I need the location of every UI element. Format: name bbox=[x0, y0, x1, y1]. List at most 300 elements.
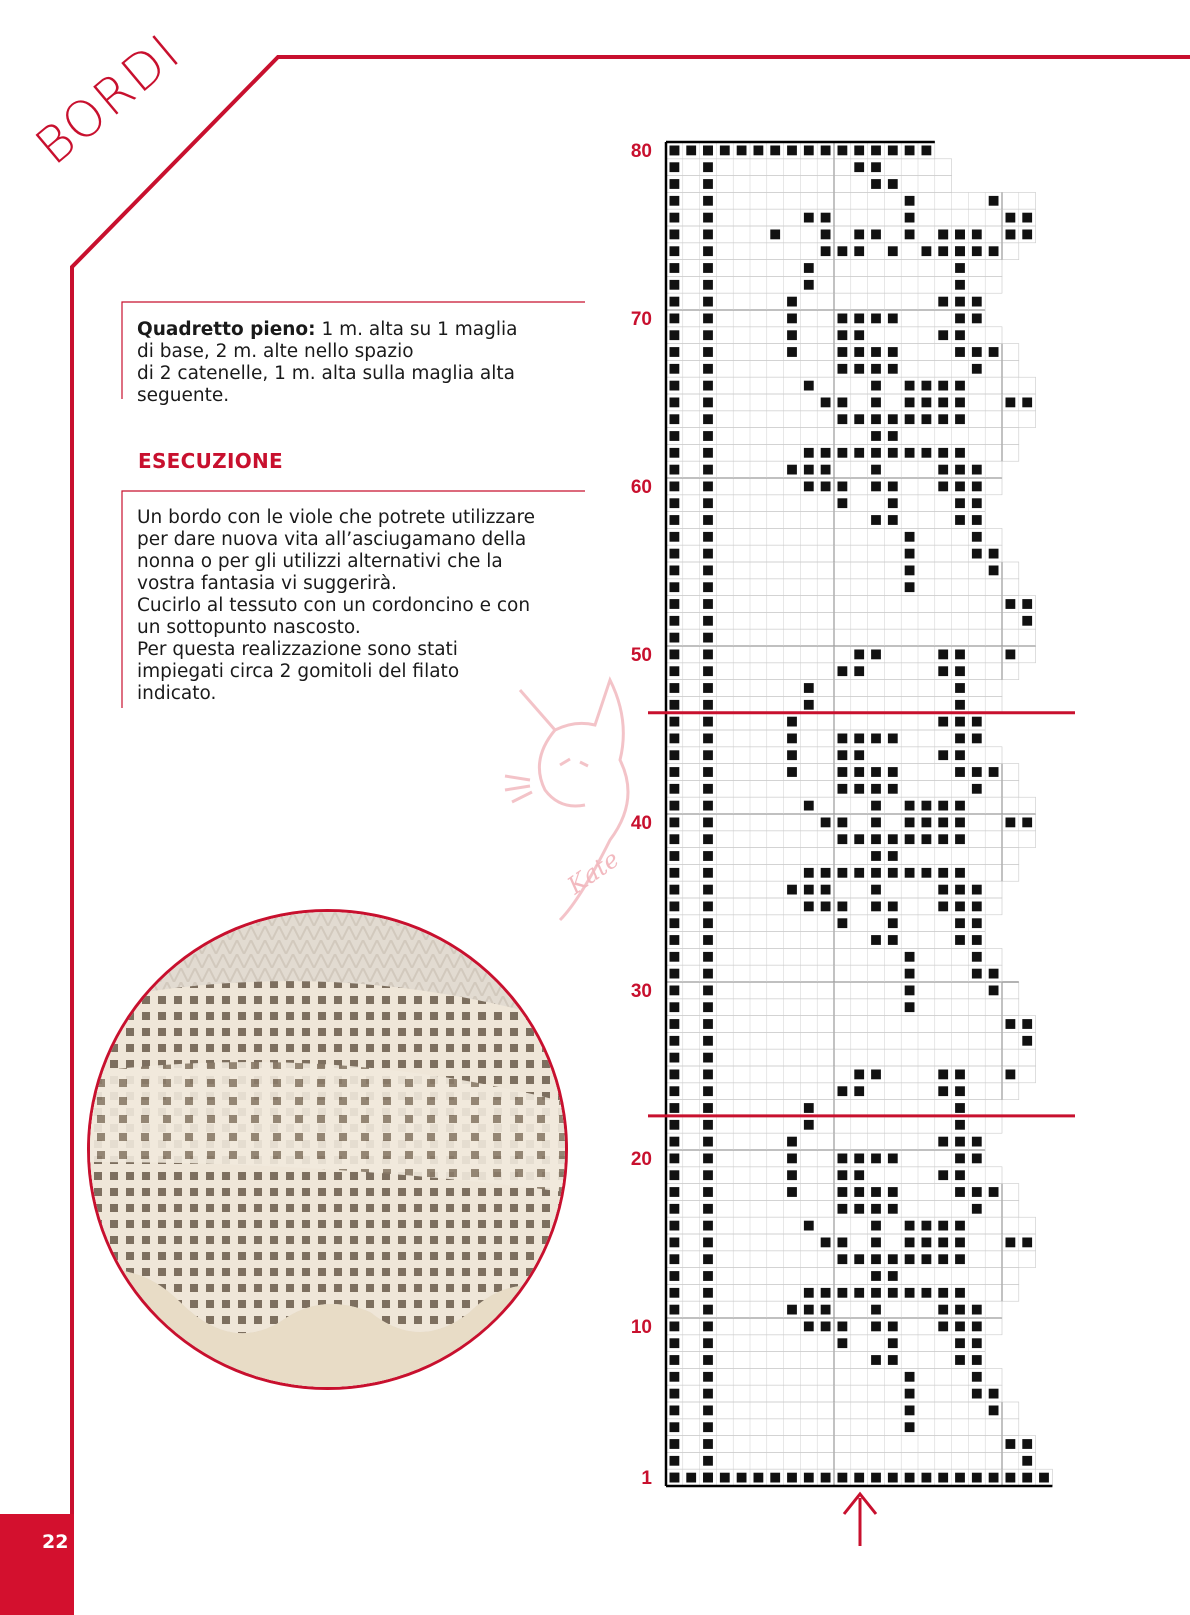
chart-row-58 bbox=[666, 512, 985, 529]
filled-square bbox=[955, 515, 965, 525]
filled-square bbox=[703, 969, 713, 979]
filled-square bbox=[1006, 1439, 1016, 1449]
filled-square bbox=[938, 465, 948, 475]
filled-square bbox=[905, 549, 915, 559]
filled-square bbox=[703, 1238, 713, 1248]
filled-square bbox=[955, 1338, 965, 1348]
filled-square bbox=[888, 767, 898, 777]
filled-square bbox=[703, 162, 713, 172]
filled-square bbox=[938, 801, 948, 811]
filled-square bbox=[838, 666, 848, 676]
filled-square bbox=[804, 213, 814, 223]
filled-square bbox=[922, 834, 932, 844]
filled-square bbox=[955, 1120, 965, 1130]
filled-square bbox=[938, 1221, 948, 1231]
filled-square bbox=[703, 566, 713, 576]
filled-square bbox=[838, 918, 848, 928]
filled-square bbox=[1006, 1473, 1016, 1483]
filled-square bbox=[670, 851, 680, 861]
filled-square bbox=[955, 734, 965, 744]
filled-square bbox=[804, 448, 814, 458]
filled-square bbox=[670, 431, 680, 441]
filled-square bbox=[703, 532, 713, 542]
chart-row-34 bbox=[666, 915, 985, 932]
execution-line-9: indicato. bbox=[137, 683, 217, 704]
row-label-30: 30 bbox=[630, 980, 652, 1002]
filled-square bbox=[670, 364, 680, 374]
filled-square bbox=[905, 868, 915, 878]
filled-square bbox=[955, 314, 965, 324]
filled-square bbox=[670, 1355, 680, 1365]
filled-square bbox=[854, 1288, 864, 1298]
filled-square bbox=[955, 717, 965, 727]
filled-square bbox=[670, 1086, 680, 1096]
filled-square bbox=[905, 1473, 915, 1483]
filled-square bbox=[670, 1473, 680, 1483]
filled-square bbox=[955, 465, 965, 475]
filled-square bbox=[703, 330, 713, 340]
filled-square bbox=[905, 986, 915, 996]
filled-square bbox=[821, 1288, 831, 1298]
filled-square bbox=[670, 1002, 680, 1012]
filled-square bbox=[670, 465, 680, 475]
filled-square bbox=[989, 1473, 999, 1483]
filled-square bbox=[972, 1305, 982, 1315]
filled-square bbox=[804, 1288, 814, 1298]
filled-square bbox=[922, 246, 932, 256]
legend-line-1-text: 1 m. alta su 1 maglia bbox=[321, 319, 518, 340]
filled-square bbox=[938, 297, 948, 307]
filled-square bbox=[854, 246, 864, 256]
filled-square bbox=[972, 482, 982, 492]
filled-square bbox=[905, 1372, 915, 1382]
filled-square bbox=[670, 1422, 680, 1432]
filled-square bbox=[989, 1406, 999, 1416]
filled-square bbox=[703, 767, 713, 777]
filled-square bbox=[972, 1372, 982, 1382]
filled-square bbox=[871, 1305, 881, 1315]
filled-square bbox=[770, 1473, 780, 1483]
filled-square bbox=[670, 885, 680, 895]
filled-square bbox=[754, 1473, 764, 1483]
filled-square bbox=[938, 834, 948, 844]
filled-square bbox=[989, 196, 999, 206]
filled-square bbox=[922, 868, 932, 878]
filled-square bbox=[703, 1254, 713, 1264]
filled-square bbox=[972, 347, 982, 357]
filled-square bbox=[1006, 1238, 1016, 1248]
filled-square bbox=[838, 1204, 848, 1214]
filled-square bbox=[838, 498, 848, 508]
filled-square bbox=[938, 398, 948, 408]
filled-square bbox=[703, 1070, 713, 1080]
filled-square bbox=[703, 801, 713, 811]
filled-square bbox=[955, 834, 965, 844]
filled-square bbox=[838, 1322, 848, 1332]
filled-square bbox=[972, 246, 982, 256]
filled-square bbox=[955, 1305, 965, 1315]
filled-square bbox=[838, 246, 848, 256]
filled-square bbox=[703, 1338, 713, 1348]
chart-row-8 bbox=[666, 1352, 985, 1369]
filled-square bbox=[787, 1473, 797, 1483]
filled-square bbox=[922, 146, 932, 156]
filled-square bbox=[888, 734, 898, 744]
filled-square bbox=[670, 734, 680, 744]
filled-square bbox=[938, 666, 948, 676]
execution-line-1: Un bordo con le viole che potrete utilizzare bbox=[137, 507, 536, 528]
section-title: BORDI bbox=[24, 22, 192, 177]
filled-square bbox=[670, 1103, 680, 1113]
filled-square bbox=[703, 700, 713, 710]
filled-square bbox=[670, 1271, 680, 1281]
filled-square bbox=[888, 515, 898, 525]
filled-square bbox=[972, 297, 982, 307]
filled-square bbox=[1039, 1473, 1049, 1483]
filled-square bbox=[972, 1322, 982, 1332]
filled-square bbox=[670, 750, 680, 760]
filled-square bbox=[955, 700, 965, 710]
filled-square bbox=[955, 448, 965, 458]
filled-square bbox=[905, 1238, 915, 1248]
filled-square bbox=[670, 1053, 680, 1063]
filled-square bbox=[804, 482, 814, 492]
filled-square bbox=[972, 767, 982, 777]
filled-square bbox=[670, 700, 680, 710]
filled-square bbox=[670, 414, 680, 424]
filled-square bbox=[703, 918, 713, 928]
filled-square bbox=[703, 448, 713, 458]
filled-square bbox=[871, 398, 881, 408]
filled-square bbox=[888, 1271, 898, 1281]
execution-line-4: vostra fantasia vi suggerirà. bbox=[137, 573, 397, 594]
filled-square bbox=[804, 1473, 814, 1483]
filled-square bbox=[703, 465, 713, 475]
filled-square bbox=[838, 398, 848, 408]
filled-square bbox=[670, 834, 680, 844]
filled-square bbox=[703, 498, 713, 508]
filled-square bbox=[838, 1170, 848, 1180]
filled-square bbox=[938, 1305, 948, 1315]
filled-square bbox=[821, 146, 831, 156]
filled-square bbox=[670, 935, 680, 945]
filled-square bbox=[955, 1288, 965, 1298]
filled-square bbox=[938, 885, 948, 895]
filled-square bbox=[955, 650, 965, 660]
execution-line-7: Per questa realizzazione sono stati bbox=[137, 639, 458, 660]
filled-square bbox=[972, 465, 982, 475]
filled-square bbox=[670, 263, 680, 273]
filled-square bbox=[1006, 650, 1016, 660]
filled-square bbox=[670, 398, 680, 408]
filled-square bbox=[703, 650, 713, 660]
filled-square bbox=[854, 784, 864, 794]
filled-square bbox=[703, 868, 713, 878]
row-label-50: 50 bbox=[630, 644, 652, 666]
filled-square bbox=[938, 246, 948, 256]
filled-square bbox=[703, 549, 713, 559]
filled-square bbox=[670, 566, 680, 576]
filled-square bbox=[854, 834, 864, 844]
chart-row-54 bbox=[666, 579, 1019, 596]
filled-square bbox=[804, 1103, 814, 1113]
filled-square bbox=[989, 347, 999, 357]
filled-square bbox=[787, 885, 797, 895]
chart-row-33 bbox=[666, 932, 985, 949]
filled-square bbox=[989, 566, 999, 576]
filled-square bbox=[703, 1322, 713, 1332]
filled-square bbox=[838, 868, 848, 878]
filled-square bbox=[838, 1254, 848, 1264]
filled-square bbox=[670, 582, 680, 592]
filled-square bbox=[938, 1137, 948, 1147]
filled-square bbox=[955, 1137, 965, 1147]
filled-square bbox=[922, 1238, 932, 1248]
filled-square bbox=[1022, 1456, 1032, 1466]
filled-square bbox=[871, 179, 881, 189]
filled-square bbox=[670, 666, 680, 676]
filled-square bbox=[670, 1137, 680, 1147]
filled-square bbox=[804, 263, 814, 273]
filled-square bbox=[972, 1473, 982, 1483]
row-label-70: 70 bbox=[630, 308, 652, 330]
filled-square bbox=[804, 801, 814, 811]
filled-square bbox=[905, 1422, 915, 1432]
chart-row-5 bbox=[666, 1402, 1019, 1419]
filled-square bbox=[770, 230, 780, 240]
filled-square bbox=[905, 230, 915, 240]
filled-square bbox=[955, 868, 965, 878]
filled-square bbox=[871, 414, 881, 424]
filled-square bbox=[938, 1086, 948, 1096]
filled-square bbox=[989, 986, 999, 996]
filled-square bbox=[888, 1473, 898, 1483]
filled-square bbox=[972, 1355, 982, 1365]
filled-square bbox=[854, 1254, 864, 1264]
filled-square bbox=[938, 717, 948, 727]
filled-square bbox=[888, 498, 898, 508]
filled-square bbox=[938, 1322, 948, 1332]
filled-square bbox=[703, 616, 713, 626]
filled-square bbox=[905, 196, 915, 206]
filled-square bbox=[888, 482, 898, 492]
filled-square bbox=[703, 213, 713, 223]
filled-square bbox=[821, 1322, 831, 1332]
filled-square bbox=[1006, 818, 1016, 828]
filled-square bbox=[821, 482, 831, 492]
filled-square bbox=[955, 246, 965, 256]
filled-square bbox=[888, 1338, 898, 1348]
filled-square bbox=[905, 213, 915, 223]
filled-square bbox=[854, 1473, 864, 1483]
legend-term: Quadretto pieno: bbox=[137, 319, 316, 340]
filled-square bbox=[804, 1221, 814, 1231]
filled-square bbox=[787, 1137, 797, 1147]
filled-square bbox=[670, 952, 680, 962]
filled-square bbox=[1006, 230, 1016, 240]
filled-square bbox=[989, 767, 999, 777]
filled-square bbox=[787, 465, 797, 475]
filled-square bbox=[670, 347, 680, 357]
filled-square bbox=[972, 1389, 982, 1399]
filled-square bbox=[703, 1053, 713, 1063]
filled-square bbox=[838, 1086, 848, 1096]
filled-square bbox=[989, 1389, 999, 1399]
filled-square bbox=[838, 1187, 848, 1197]
filled-square bbox=[787, 347, 797, 357]
filled-square bbox=[703, 1288, 713, 1298]
filled-square bbox=[838, 818, 848, 828]
filled-square bbox=[838, 902, 848, 912]
filled-square bbox=[703, 230, 713, 240]
filled-square bbox=[972, 885, 982, 895]
filled-square bbox=[787, 1154, 797, 1164]
filled-square bbox=[703, 1204, 713, 1214]
filled-square bbox=[670, 616, 680, 626]
filled-square bbox=[838, 482, 848, 492]
filled-square bbox=[670, 448, 680, 458]
filled-square bbox=[888, 146, 898, 156]
filled-square bbox=[703, 1389, 713, 1399]
filled-square bbox=[703, 935, 713, 945]
filled-square bbox=[787, 330, 797, 340]
filled-square bbox=[670, 1288, 680, 1298]
filled-square bbox=[871, 801, 881, 811]
filled-square bbox=[703, 364, 713, 374]
filled-square bbox=[703, 1355, 713, 1365]
filled-square bbox=[670, 918, 680, 928]
filled-square bbox=[670, 1204, 680, 1214]
chart-row-63 bbox=[666, 428, 1019, 445]
filled-square bbox=[955, 1254, 965, 1264]
filled-square bbox=[871, 230, 881, 240]
filled-square bbox=[670, 1154, 680, 1164]
filled-square bbox=[670, 633, 680, 643]
filled-square bbox=[955, 1221, 965, 1231]
filled-square bbox=[888, 1254, 898, 1264]
filled-square bbox=[804, 1120, 814, 1130]
filled-square bbox=[905, 532, 915, 542]
filled-square bbox=[804, 381, 814, 391]
filled-square bbox=[670, 683, 680, 693]
filled-square bbox=[670, 969, 680, 979]
filled-square bbox=[703, 1372, 713, 1382]
filled-square bbox=[703, 986, 713, 996]
filled-square bbox=[854, 1187, 864, 1197]
filled-square bbox=[838, 1238, 848, 1248]
filled-square bbox=[670, 1254, 680, 1264]
filled-square bbox=[670, 314, 680, 324]
filled-square bbox=[888, 414, 898, 424]
filled-square bbox=[955, 750, 965, 760]
filled-square bbox=[972, 918, 982, 928]
filled-square bbox=[955, 1070, 965, 1080]
filled-square bbox=[955, 666, 965, 676]
filled-square bbox=[703, 717, 713, 727]
filled-square bbox=[1022, 818, 1032, 828]
filled-square bbox=[972, 784, 982, 794]
filled-square bbox=[1022, 1238, 1032, 1248]
filled-square bbox=[838, 734, 848, 744]
filled-square bbox=[972, 314, 982, 324]
filled-square bbox=[737, 146, 747, 156]
filled-square bbox=[888, 364, 898, 374]
filled-square bbox=[703, 1036, 713, 1046]
filled-square bbox=[821, 230, 831, 240]
filled-square bbox=[871, 935, 881, 945]
legend-line-3: di 2 catenelle, 1 m. alta sulla maglia alta bbox=[137, 363, 515, 384]
filled-square bbox=[905, 582, 915, 592]
chart-row-30 bbox=[666, 982, 1019, 999]
filled-square bbox=[703, 196, 713, 206]
filled-square bbox=[703, 482, 713, 492]
filled-square bbox=[955, 347, 965, 357]
filled-square bbox=[670, 986, 680, 996]
filled-square bbox=[871, 868, 881, 878]
filled-square bbox=[838, 448, 848, 458]
filled-square bbox=[938, 1170, 948, 1180]
filled-square bbox=[854, 1086, 864, 1096]
filled-square bbox=[972, 717, 982, 727]
filled-square bbox=[838, 330, 848, 340]
filled-square bbox=[922, 398, 932, 408]
filled-square bbox=[787, 767, 797, 777]
filled-square bbox=[670, 1238, 680, 1248]
filled-square bbox=[871, 1288, 881, 1298]
filled-square bbox=[905, 1254, 915, 1264]
filled-square bbox=[972, 969, 982, 979]
filled-square bbox=[922, 381, 932, 391]
filled-square bbox=[871, 834, 881, 844]
filled-square bbox=[787, 717, 797, 727]
filled-square bbox=[1006, 599, 1016, 609]
filled-square bbox=[787, 314, 797, 324]
filled-square bbox=[955, 498, 965, 508]
filled-square bbox=[871, 885, 881, 895]
execution-line-6: un sottopunto nascosto. bbox=[137, 617, 361, 638]
filled-square bbox=[871, 818, 881, 828]
filled-square bbox=[922, 1473, 932, 1483]
filled-square bbox=[670, 1389, 680, 1399]
filled-square bbox=[972, 1187, 982, 1197]
filled-square bbox=[703, 1103, 713, 1113]
filled-square bbox=[955, 801, 965, 811]
filled-square bbox=[703, 834, 713, 844]
filled-square bbox=[821, 246, 831, 256]
filled-square bbox=[938, 230, 948, 240]
filled-square bbox=[989, 1187, 999, 1197]
filled-square bbox=[871, 364, 881, 374]
filled-square bbox=[888, 431, 898, 441]
filled-square bbox=[905, 969, 915, 979]
filled-square bbox=[854, 162, 864, 172]
filled-square bbox=[787, 1170, 797, 1180]
filled-square bbox=[955, 1322, 965, 1332]
filled-square bbox=[1022, 398, 1032, 408]
filled-square bbox=[670, 1406, 680, 1416]
filled-square bbox=[854, 1070, 864, 1080]
filled-square bbox=[703, 414, 713, 424]
filled-square bbox=[905, 1221, 915, 1231]
filled-square bbox=[703, 1422, 713, 1432]
filled-square bbox=[703, 683, 713, 693]
filled-square bbox=[905, 1406, 915, 1416]
filled-square bbox=[670, 1036, 680, 1046]
filled-square bbox=[703, 1120, 713, 1130]
filled-square bbox=[804, 700, 814, 710]
filled-square bbox=[871, 381, 881, 391]
filled-square bbox=[804, 683, 814, 693]
